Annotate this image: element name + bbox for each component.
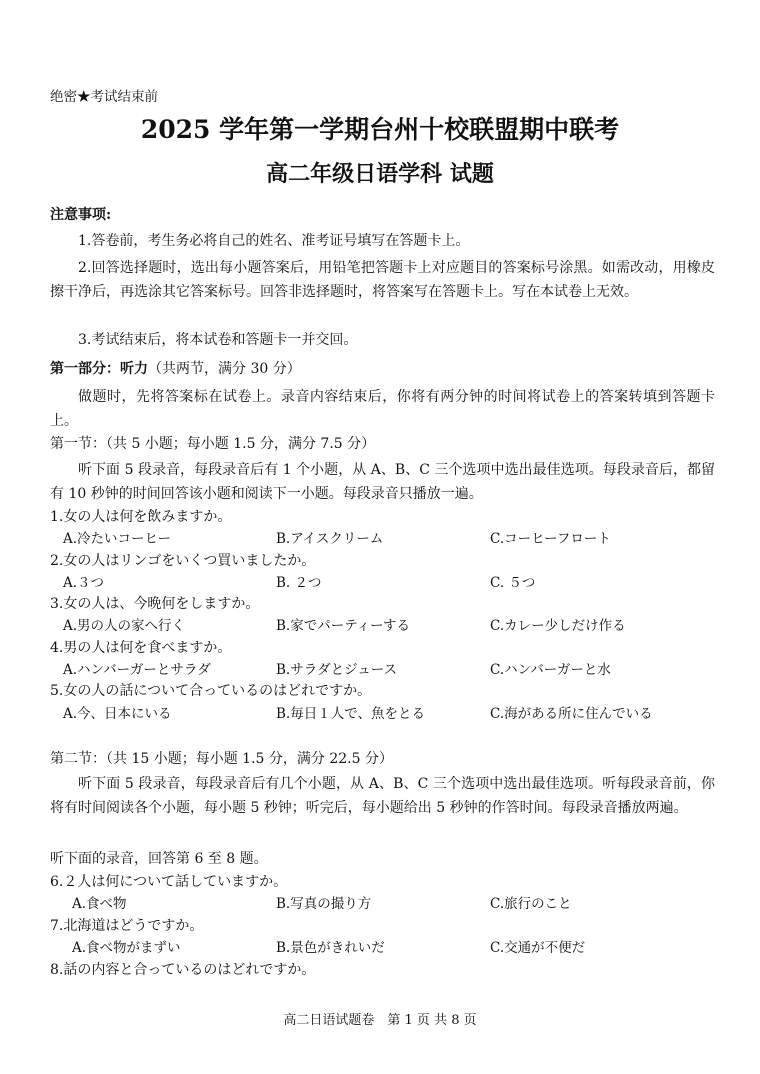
option-a: A.食べ物がまずい — [72, 940, 181, 956]
note-item-2: 2.回答选择题时，选出每小题答案后，用铅笔把答题卡上对应题目的答案标号涂黑。如需改动，用橡皮擦干净后，再选涂其它答案标号。回答非选择题时，将答案写在答题卡上。写在本试卷上无效。 — [50, 260, 715, 300]
option-a: A.食べ物 — [72, 896, 127, 912]
note-item-3: 3.考试结束后，将本试卷和答题卡一并交回。 — [78, 332, 358, 348]
question-8: 8.話の内容と合っているのはどれですか。 — [50, 962, 316, 978]
option-a: A.男の人の家へ行く — [63, 618, 186, 634]
option-b: B.家でパーティーする — [276, 618, 410, 634]
part1-instruction: 做题时，先将答案标在试卷上。录音内容结束后，你将有两分钟的时间将试卷上的答案转填到答题卡上。 — [50, 389, 715, 429]
option-b: B.サラダとジュース — [276, 662, 398, 678]
question-2: 2.女の人はリンゴをいくつ買いましたか。 — [50, 553, 316, 569]
exam-subtitle: 高二年级日语学科 试题 — [266, 161, 494, 187]
secret-mark: 绝密★考试结束前 — [50, 89, 158, 105]
part1-note: （共两节，满分 30 分） — [148, 361, 301, 377]
question-5: 5.女の人の話について合っているのはどれですか。 — [50, 683, 372, 699]
section2-instruction: 听下面 5 段录音，每段录音后有几个小题，从 A、B、C 三个选项中选出最佳选项。听每段录音前，你将有时间阅读各个小题，每小题 5 秒钟；听完后，每小题给出 5 秒钟的作答时间。每段录音播放两遍。 — [50, 776, 715, 816]
page-footer: 高二日语试题卷 第 1 页 共 8 页 — [283, 1013, 477, 1028]
part1-heading — [50, 359, 301, 379]
option-c: C. ５つ — [490, 575, 536, 591]
exam-title: 2025 学年第一学期台州十校联盟期中联考 — [140, 115, 620, 144]
notes-heading: 注意事项: — [50, 207, 112, 223]
option-c: C.カレー少しだけ作る — [490, 618, 626, 634]
section1-heading: 第一节：（共 5 小题；每小题 1.5 分，满分 7.5 分） — [50, 436, 376, 452]
option-a: A.３つ — [63, 575, 105, 591]
section2-heading: 第二节：（共 15 小题；每小题 1.5 分，满分 22.5 分） — [50, 751, 393, 767]
section2-lead: 听下面的录音，回答第 6 至 8 题。 — [50, 851, 268, 867]
option-c: C.海がある所に住んでいる — [490, 706, 653, 722]
question-6: 6.２人は何について話していますか。 — [50, 874, 288, 890]
part1-title: 第一部分：听力 — [50, 361, 148, 377]
option-a: A.今、日本にいる — [63, 706, 172, 722]
option-a: A.冷たいコーヒー — [63, 531, 172, 547]
option-a: A.ハンバーガーとサラダ — [63, 662, 211, 678]
section1-instruction: 听下面 5 段录音，每段录音后有 1 个小题，从 A、B、C 三个选项中选出最佳选项。每段录音后，都留有 10 秒钟的时间回答该小题和阅读下一小题。每段录音只播放一遍。 — [50, 462, 715, 502]
note-item-1: 1.答卷前，考生务必将自己的姓名、准考证号填写在答题卡上。 — [78, 233, 470, 249]
option-c: C.コーヒーフロート — [490, 531, 611, 547]
option-b: B. ２つ — [276, 575, 322, 591]
option-c: C.旅行のこと — [490, 896, 572, 912]
option-b: B.毎日１人で、魚をとる — [276, 706, 425, 722]
option-c: C.ハンバーガーと水 — [490, 662, 611, 678]
option-b: B.写真の撮り方 — [276, 896, 372, 912]
question-7: 7.北海道はどうですか。 — [50, 918, 204, 934]
question-3: 3.女の人は、今晩何をしますか。 — [50, 596, 260, 612]
option-c: C.交通が不便だ — [490, 940, 586, 956]
question-4: 4.男の人は何を食べますか。 — [50, 640, 232, 656]
question-1: 1.女の人は何を飲みますか。 — [50, 509, 232, 525]
option-b: B.アイスクリーム — [276, 531, 384, 547]
option-b: B.景色がきれいだ — [276, 940, 385, 956]
